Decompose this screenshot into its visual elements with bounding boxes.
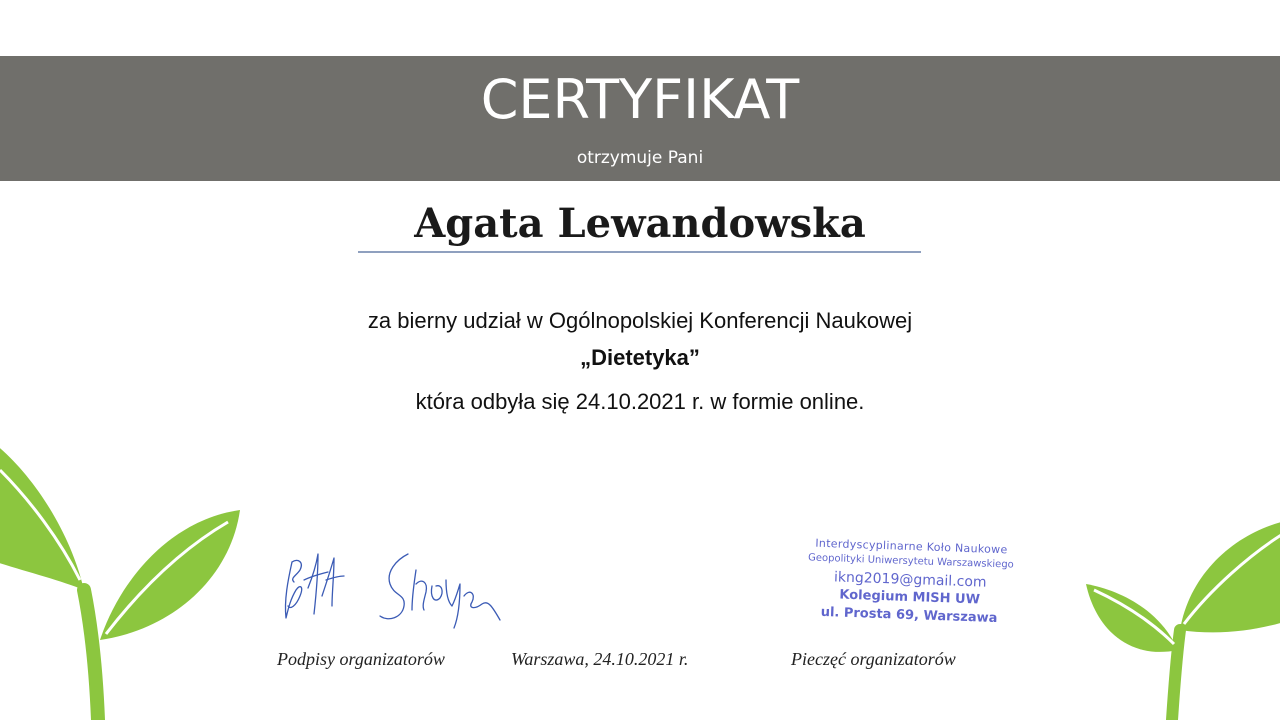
stamp-line: Kolegium MISH UW [839, 587, 981, 608]
stamp-email: ikng2019@gmail.com [833, 569, 987, 591]
place-date-label: Warszawa, 24.10.2021 r. [511, 649, 689, 669]
title-banner [0, 56, 1280, 181]
signatures-label: Podpisy organizatorów [277, 649, 445, 669]
certificate-title: CERTYFIKAT [480, 68, 800, 131]
participation-text: za bierny udział w Ogólnopolskiej Konferencji Naukowej [367, 308, 913, 333]
stamp-line: Interdyscyplinarne Koło Naukowe [815, 536, 1008, 557]
certificate-subtitle: otrzymuje Pani [576, 148, 704, 168]
conference-date-text: która odbyła się 24.10.2021 r. w formie online. [415, 389, 865, 414]
sprout-left-icon [0, 430, 260, 720]
stamp-line: Geopolityki Uniwersytetu Warszawskiego [807, 552, 1014, 571]
recipient-name: Agata Lewandowska [414, 200, 866, 247]
sprout-right-icon [1080, 510, 1280, 720]
organizer-stamp [768, 533, 1051, 643]
stamp-address: ul. Prosta 69, Warszawa [820, 604, 998, 627]
conference-name: „Dietetyka” [580, 345, 700, 370]
stamp-label: Pieczęć organizatorów [791, 649, 956, 669]
organizer-signatures [278, 540, 518, 630]
name-underline [358, 251, 921, 253]
